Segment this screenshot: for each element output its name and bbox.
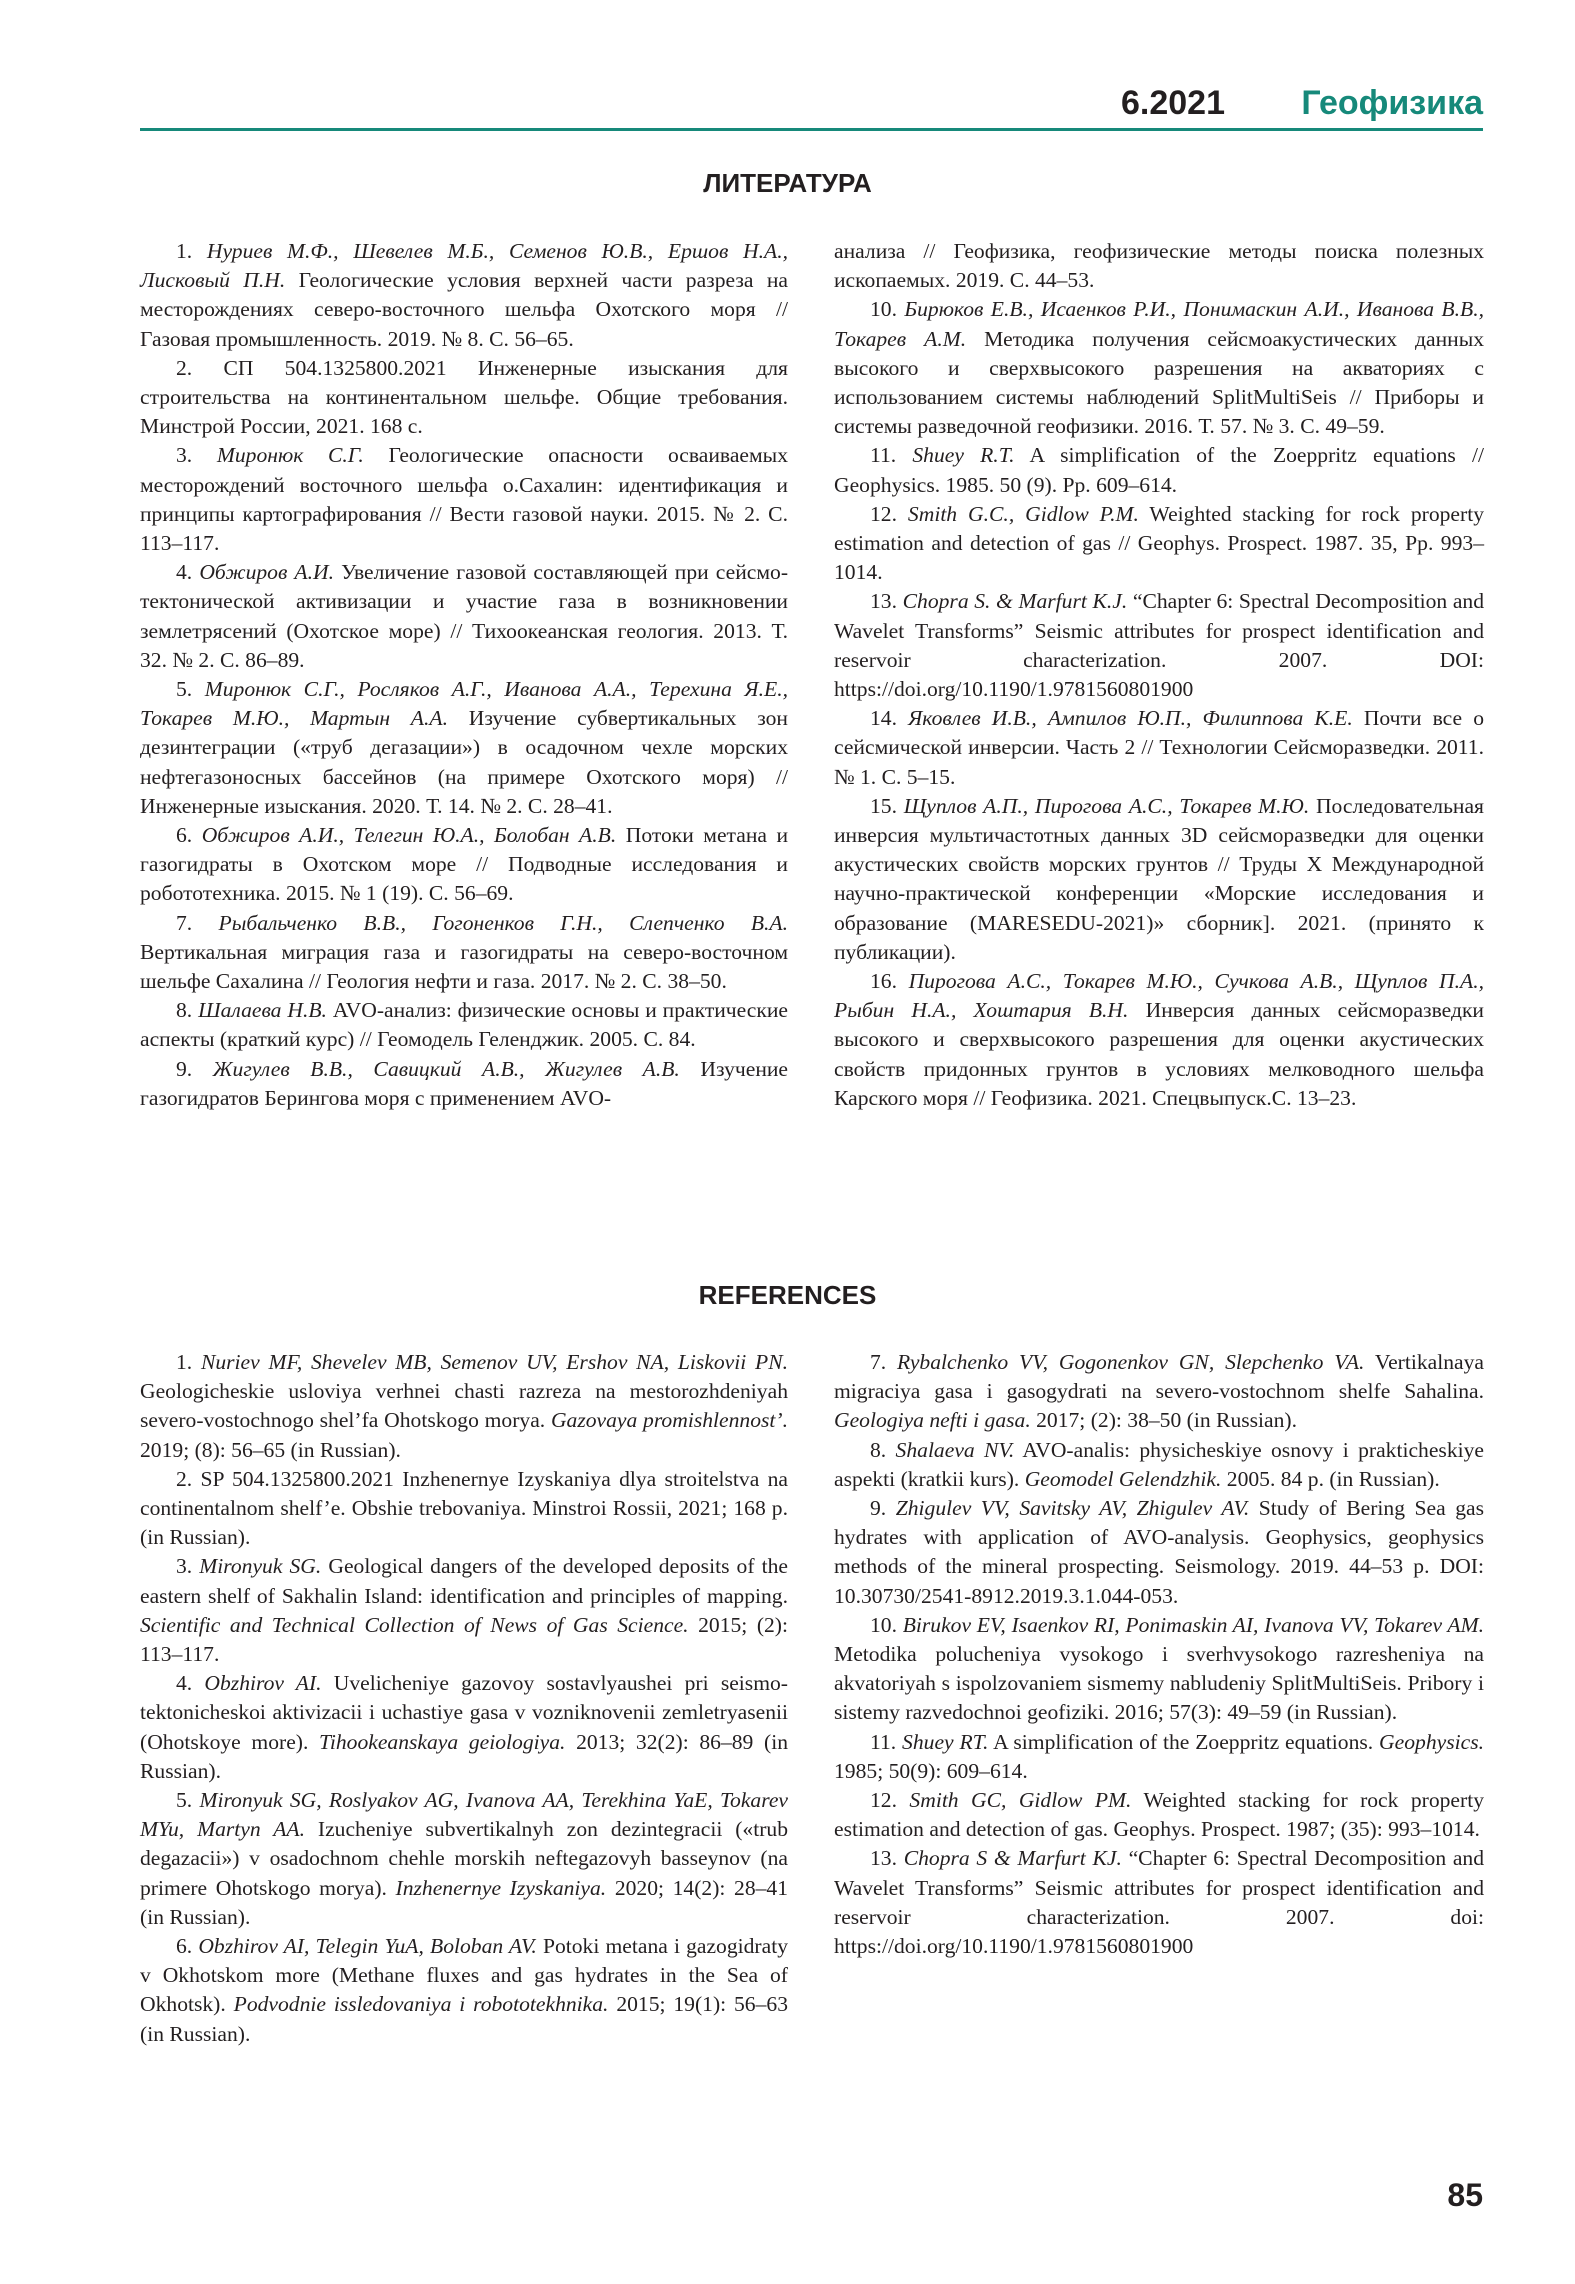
reference-entry: 5. Миронюк С.Г., Росляков А.Г., Иванова А.А., Терехина Я.Е., Токарев М.Ю., Мартын А.А. Изучение субвертикальных зон дезинтеграции («труб дегазации») в осадочном чехле морских нефтегазоносных бассейнов (на примере Охотского моря) // Инженерные изыскания. 2020. Т. 14. № 2. С. 28–41. xyxy=(140,677,788,818)
reference-entry: 15. Щуплов А.П., Пирогова А.С., Токарев М.Ю. Последовательная инверсия мультичастотных данных 3D сейсморазведки для оценки акустических свойств морских грунтов // Труды X Международной научно-практической конференции «Морские исследования и образование (MARESEDU-2021)» сборник]. 2021. (принято к публикации). xyxy=(834,793,1484,964)
reference-entry: 10. Бирюков Е.В., Исаенков Р.И., Понимаскин А.И., Иванова В.В., Токарев А.М. Методика получения сейсмоакустических данных высокого и сверхвысокого разрешения на акваториях с использованием системы наблюдений SplitMultiSeis // Приборы и системы разведочной геофизики. 2016. Т. 57. № 3. С. 49–59. xyxy=(834,297,1485,439)
page-header xyxy=(140,72,1483,131)
reference-entry: 3. Mironyuk SG. Geological dangers of the developed deposits of the eastern shelf of Sakhalin Island: identification and principles of mapping. Scientific and Technical Collection of News of Gas Science. 2015; (2): 113–117. xyxy=(140,1554,788,1667)
reference-entry: 2. SP 504.1325800.2021 Inzhenernye Izyskaniya dlya stroitelstva na continentalnom shelf’e. Obshie trebovaniya. Minstroi Rossii, 2021; 168 p. (in Russian). xyxy=(140,1466,788,1550)
reference-entry: 12. Smith G.C., Gidlow P.M. Weighted stacking for rock property estimation and detection of gas // Geophys. Prospect. 1987. 35, Pp. 993–1014. xyxy=(834,501,1484,585)
page-number: 85 xyxy=(1447,2177,1483,2213)
literature-heading: ЛИТЕРАТУРА xyxy=(703,168,872,198)
literature-column-left xyxy=(140,237,788,1113)
reference-entry: 3. Миронюк С.Г. Геологические опасности осваиваемых месторождений восточного шельфа о.Сахалин: идентификация и принципы картографирования // Вести газовой науки. 2015. № 2. С. 113–117. xyxy=(140,443,788,556)
reference-entry: 8. Шалаева Н.В. AVO-анализ: физические основы и практические аспекты (краткий курс) // Геомодель Геленджик. 2005. С. 84. xyxy=(140,998,789,1052)
references-heading: REFERENCES xyxy=(698,1280,877,1310)
reference-entry: 5. Mironyuk SG, Roslyakov AG, Ivanova AA, Terekhina YaE, Tokarev MYu, Martyn AA. Izucheniye subvertikalnyh zon dezintegracii («trub degazacii») v osadochnom chehle morskih neftegazovyh basseynov (na primere Ohotskogo morya). Inzhenernye Izyskaniya. 2020; 14(2): 28–41 (in Russian). xyxy=(140,1788,789,1929)
reference-entry: 9. Zhigulev VV, Savitsky AV, Zhigulev AV. Study of Bering Sea gas hydrates with application of AVO-analysis. Geophysics, geophysics methods of the mineral prospecting. Seismology. 2019. 44–53 p. DOI: 10.30730/2541-8912.2019.3.1.044-053. xyxy=(834,1496,1484,1608)
reference-entry: 4. Обжиров А.И. Увеличение газовой составляющей при сейсмо-тектонической активизации и участие газа в возникновении землетрясений (Охотское море) // Тихоокеанская геология. 2013. Т. 32. № 2. С. 86–89. xyxy=(140,560,789,672)
reference-entry: 9. Жигулев В.В., Савицкий А.В., Жигулев А.В. Изучение газогидратов Берингова моря с применением AVO- xyxy=(140,1056,789,1110)
reference-entry: 13. Chopra S. & Marfurt K.J. “Chapter 6: Spectral Decomposition and Wavelet Transforms” Seismic attributes for prospect identification and reservoir characterization. 2007. DOI: https://doi.org/10.1190/1.9781560801900 xyxy=(834,589,1484,702)
reference-entry: 7. Rybalchenko VV, Gogonenkov GN, Slepchenko VA. Vertikalnaya migraciya gasa i gasogydrati na severo-vostochnom shelfe Sahalina. Geologiya nefti i gasa. 2017; (2): 38–50 (in Russian). xyxy=(834,1350,1484,1433)
literature-right-list xyxy=(834,295,1484,1113)
reference-entry: 11. Shuey R.T. A simplification of the Zoeppritz equations // Geophysics. 1985. 50 (9). Pp. 609–614. xyxy=(834,443,1484,497)
reference-entry: 2. СП 504.1325800.2021 Инженерные изыскания для строительства на континентальном шельфе. Общие требования. Минстрой России, 2021. 168 с. xyxy=(140,355,788,439)
reference-entry: 1. Нуриев М.Ф., Шевелев М.Б., Семенов Ю.В., Ершов Н.А., Лисковый П.Н. Геологические условия верхней части разреза на месторождениях северо-восточного шельфа Охотского моря // Газовая промышленность. 2019. № 8. С. 56–65. xyxy=(140,239,788,351)
reference-entry: 14. Яковлев И.В., Ампилов Ю.П., Филиппова К.Е. Почти все о сейсмической инверсии. Часть 2 // Технологии Сейсморазведки. 2011. № 1. С. 5–15. xyxy=(834,706,1484,789)
reference-entry: 1. Nuriev MF, Shevelev MB, Semenov UV, Ershov NA, Liskovii PN. Geologicheskie usloviya verhnei chasti razreza na mestorozhdeniyah severo-vostochnogo shel’fa Ohotskogo morya. Gazovaya promishlennost’. 2019; (8): 56–65 (in Russian). xyxy=(140,1350,789,1462)
reference-entry: 7. Рыбальченко В.В., Гогоненков Г.Н., Слепченко В.А. Вертикальная миграция газа и газогидраты на северо-восточном шельфе Сахалина // Геология нефти и газа. 2017. № 2. С. 38–50. xyxy=(140,910,789,994)
reference-entry: 8. Shalaeva NV. AVO-analis: physicheskiye osnovy i prakticheskiye aspekti (kratkii kurs). Geomodel Gelendzhik. 2005. 84 p. (in Russian). xyxy=(834,1437,1485,1491)
references-column-left xyxy=(140,1348,788,2049)
journal-title: Геофизика xyxy=(1301,84,1483,122)
issue-number: 6.2021 xyxy=(1121,84,1225,122)
reference-entry-continuation: анализа // Геофизика, геофизические методы поиска полезных ископаемых. 2019. С. 44–53. xyxy=(834,239,1484,293)
references-column-right xyxy=(834,1348,1484,1961)
reference-entry: 6. Обжиров А.И., Телегин Ю.А., Болобан А.В. Потоки метана и газогидраты в Охотском море // Подводные исследования и робототехника. 2015. № 1 (19). С. 56–69. xyxy=(140,823,789,906)
reference-entry: 10. Birukov EV, Isaenkov RI, Ponimaskin AI, Ivanova VV, Tokarev AM. Metodika polucheniya vysokogo i sverhvysokogo razresheniya na akvatoriyah s ispolzovaniem sismemy nabludeniy SplitMultiSeis. Pribory i sistemy razvedochnoi geofiziki. 2016; 57(3): 49–59 (in Russian). xyxy=(834,1612,1484,1725)
reference-entry: 4. Obzhirov AI. Uvelicheniye gazovoy sostavlyaushei pri seismo-tektonicheskoi aktivizacii i uchastiye gasa v vozniknovenii zemletryasenii (Ohotskoye more). Tihookeanskaya geiologiya. 2013; 32(2): 86–89 (in Russian). xyxy=(140,1671,788,1783)
reference-entry: 16. Пирогова А.С., Токарев М.Ю., Сучкова А.В., Щуплов П.А., Рыбин Н.А., Хоштария В.Н. Инверсия данных сейсморазведки высокого и сверхвысокого разрешения для оценки акустических свойств придонных грунтов в условиях мелководного шельфа Карского моря // Геофизика. 2021. Спецвыпуск.С. 13–23. xyxy=(834,969,1484,1110)
reference-entry: 12. Smith GC, Gidlow PM. Weighted stacking for rock property estimation and detection of gas. Geophys. Prospect. 1987; (35): 993–1014. xyxy=(834,1788,1485,1842)
reference-entry: 6. Obzhirov AI, Telegin YuA, Boloban AV. Potoki metana i gazogidraty v Okhotskom more (Methane fluxes and gas hydrates in the Sea of Okhotsk). Podvodnie issledovaniya i robototekhnika. 2015; 19(1): 56–63 (in Russian). xyxy=(140,1934,789,2046)
reference-entry: 11. Shuey RT. A simplification of the Zoeppritz equations. Geophysics. 1985; 50(9): 609–614. xyxy=(834,1729,1484,1783)
literature-column-right xyxy=(834,237,1484,1113)
reference-entry: 13. Chopra S & Marfurt KJ. “Chapter 6: Spectral Decomposition and Wavelet Transforms” Seismic attributes for prospect identification and reservoir characterization. 2007. doi: https://doi.org/10.1190/1.9781560801900 xyxy=(834,1846,1484,1959)
